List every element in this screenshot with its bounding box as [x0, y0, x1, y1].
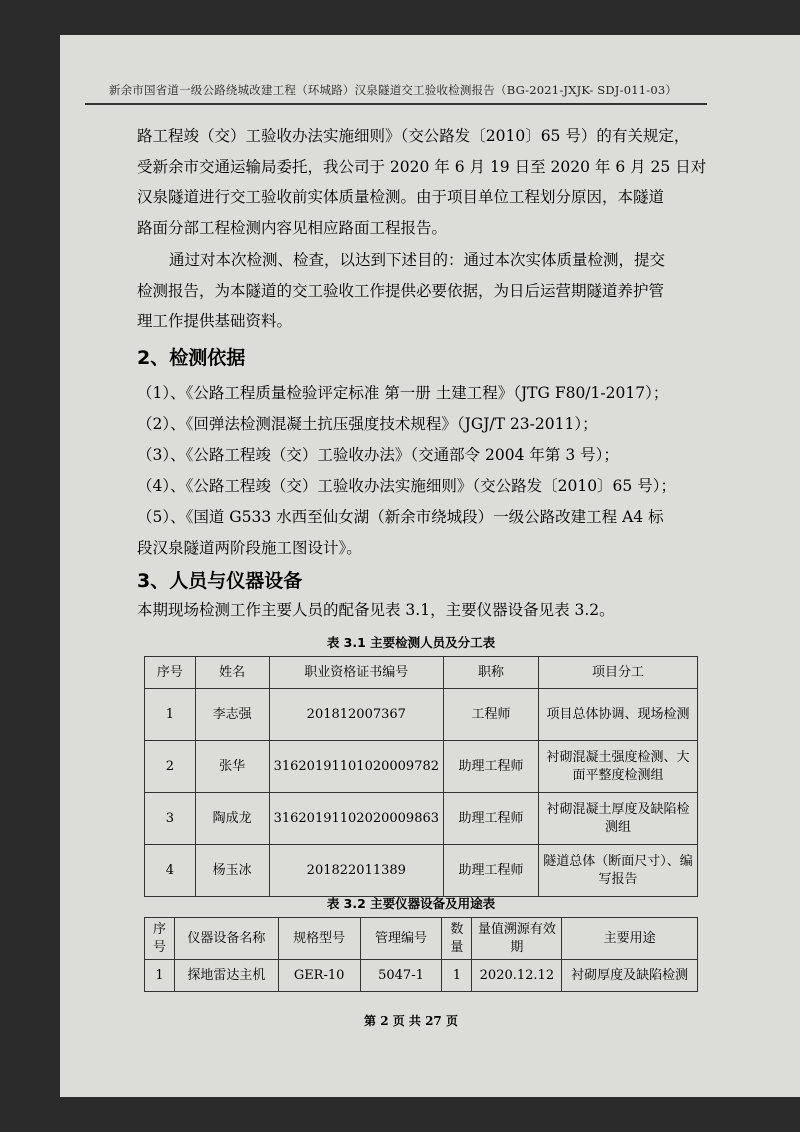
- table-cell: 201822011389: [269, 845, 443, 897]
- reference-list: [137, 378, 697, 564]
- col-header: 仪器设备名称: [174, 918, 278, 960]
- table-cell: 衬砌厚度及缺陷检测: [562, 960, 698, 992]
- reference-item: （5）、《国道 G533 水西至仙女湖（新余市绕城段）一级公路改建工程 A4 标: [137, 508, 664, 526]
- col-header: 主要用途: [562, 918, 698, 960]
- table-cell: 2: [145, 741, 196, 793]
- table-2-caption: 表 3.2 主要仪器设备及用途表: [326, 896, 496, 911]
- table-cell: 工程师: [444, 689, 539, 741]
- table-cell: 助理工程师: [444, 741, 539, 793]
- col-header: 规格型号: [278, 918, 360, 960]
- intro-line: 理工作提供基础资料。: [137, 312, 293, 331]
- table-row: [145, 960, 698, 992]
- intro-line: 路面分部工程检测内容见相应路面工程报告。: [137, 219, 448, 238]
- personnel-table: [144, 656, 698, 897]
- intro-paragraph-1: [137, 121, 707, 244]
- section-3-intro: [137, 595, 685, 626]
- table-cell: GER-10: [278, 960, 360, 992]
- reference-item: （4）、《公路工程竣（交）工验收办法实施细则》（交公路发〔2010〕65 号）；: [137, 477, 676, 495]
- table-cell: 张华: [195, 741, 269, 793]
- table-cell: 5047-1: [360, 960, 442, 992]
- table-cell: 李志强: [195, 689, 269, 741]
- table-cell: 助理工程师: [444, 793, 539, 845]
- col-header: 序号: [145, 918, 175, 960]
- table-cell: 4: [145, 845, 196, 897]
- table-cell: 衬砌混凝土强度检测、大面平整度检测组: [538, 741, 697, 793]
- reference-item: （2）、《回弹法检测混凝土抗压强度技术规程》（JGJ/T 23-2011）；: [137, 415, 598, 433]
- reference-item: 段汉泉隧道两阶段施工图设计》。: [137, 539, 362, 557]
- running-header: 新余市国省道一级公路绕城改建工程（环城路）汉泉隧道交工验收检测报告（BG-2021-JXJK- SDJ-011-03）: [108, 83, 678, 97]
- table-cell: 3: [145, 793, 196, 845]
- col-header: 序号: [145, 657, 196, 689]
- table-cell: 助理工程师: [444, 845, 539, 897]
- table-1-caption: 表 3.1 主要检测人员及分工表: [326, 635, 496, 650]
- header-divider: [85, 103, 707, 105]
- section-3-title: 3、人员与仪器设备: [137, 570, 303, 592]
- intro-line: 检测报告，为本隧道的交工验收工作提供必要依据，为日后运营期隧道养护管: [137, 281, 665, 300]
- table-cell: 探地雷达主机: [174, 960, 278, 992]
- table-cell: 31620191102020009863: [269, 793, 443, 845]
- reference-item: （1）、《公路工程质量检验评定标准 第一册 土建工程》（JTG F80/1-2017）；: [137, 384, 669, 402]
- intro-line: 受新余市交通运输局委托，我公司于 2020 年 6 月 19 日至 2020 年 6 月 25 日对: [137, 157, 707, 176]
- intro-line: 汉泉隧道进行交工验收前实体质量检测。由于项目单位工程划分原因，本隧道: [137, 188, 665, 207]
- col-header: 职称: [444, 657, 539, 689]
- col-header: 职业资格证书编号: [269, 657, 443, 689]
- table-cell: 陶成龙: [195, 793, 269, 845]
- table-row: [145, 741, 698, 793]
- table-row: [145, 845, 698, 897]
- table-cell: 31620191101020009782: [269, 741, 443, 793]
- col-header: 数量: [442, 918, 472, 960]
- equipment-table: [144, 917, 698, 992]
- intro-line: 路工程竣（交）工验收办法实施细则》（交公路发〔2010〕65 号）的有关规定，: [137, 127, 690, 145]
- col-header: 管理编号: [360, 918, 442, 960]
- table-cell: 1: [145, 689, 196, 741]
- col-header: 量值溯源有效期: [472, 918, 562, 960]
- reference-item: （3）、《公路工程竣（交）工验收办法》（交通部令 2004 年第 3 号）；: [137, 446, 619, 464]
- table-cell: 项目总体协调、现场检测: [538, 689, 697, 741]
- table-cell: 1: [145, 960, 175, 992]
- table-cell: 201812007367: [269, 689, 443, 741]
- table-cell: 衬砌混凝土厚度及缺陷检测组: [538, 793, 697, 845]
- col-header: 项目分工: [538, 657, 697, 689]
- section-3-intro-line: 本期现场检测工作主要人员的配备见表 3.1，主要仪器设备见表 3.2。: [137, 601, 615, 619]
- intro-paragraph-2: [137, 245, 685, 337]
- page-number: 第 2 页 共 27 页: [364, 1014, 458, 1028]
- section-2-title: 2、检测依据: [137, 347, 246, 369]
- table-cell: 1: [442, 960, 472, 992]
- intro-line: 通过对本次检测、检查，以达到下述目的：通过本次实体质量检测，提交: [169, 251, 666, 269]
- table-cell: 隧道总体（断面尺寸）、编写报告: [538, 845, 697, 897]
- table-row: [145, 793, 698, 845]
- table-cell: 杨玉冰: [195, 845, 269, 897]
- col-header: 姓名: [195, 657, 269, 689]
- table-row: [145, 689, 698, 741]
- table-cell: 2020.12.12: [472, 960, 562, 992]
